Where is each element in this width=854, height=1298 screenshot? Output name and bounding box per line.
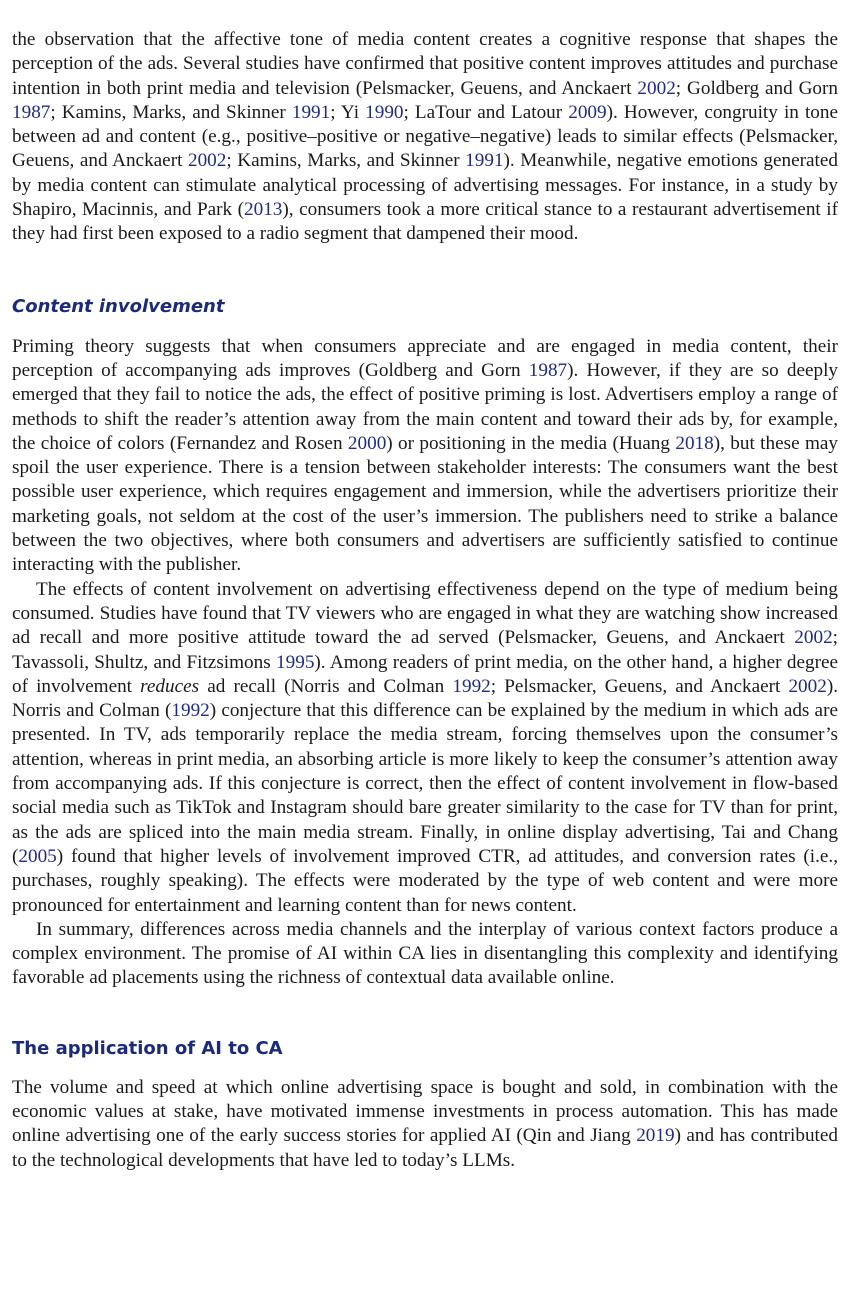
body-text: ). However, congruity in tone between ad and content (e.g., positive–positive or negative–negative) leads to similar effects (Pelsmacker, Geuens, and Anckaert xyxy=(12,101,838,172)
body-text: ; Yi xyxy=(330,101,366,123)
paper-page xyxy=(12,28,838,1173)
body-text: ; Tavassoli, Shultz, and Fitzsimons xyxy=(12,627,838,673)
citation-link[interactable]: 2018 xyxy=(675,432,714,454)
section-heading-application-of-ai: The application of AI to CA xyxy=(12,1037,283,1059)
citation-link[interactable]: 2000 xyxy=(347,432,387,454)
paragraph xyxy=(12,335,838,578)
paragraph xyxy=(12,28,838,247)
emphasis-text: reduces xyxy=(140,675,200,697)
citation-link[interactable]: 1992 xyxy=(452,675,491,697)
citation-link[interactable]: 1987 xyxy=(12,101,51,123)
citation-link[interactable]: 2002 xyxy=(794,627,833,649)
body-text: ) found that higher levels of involvement improved CTR, ad attitudes, and conversion rates (i.e., purchases, roughly speaking). The effects were moderated by the type of web content and were more pronounced for entertainment and learning content than for news content. xyxy=(12,845,838,916)
section-intro-continued xyxy=(12,28,838,247)
body-text: The effects of content involvement on advertising effectiveness depend on the type of medium being consumed. Studies have found that TV viewers who are engaged in what they are watching show increased ad recall and more positive attitude toward the ad served (Pelsmacker, Geuens, and Anckaert xyxy=(12,578,838,649)
body-text: ad recall (Norris and Colman xyxy=(199,675,453,697)
body-text: ), consumers took a more critical stance to a restaurant advertisement if they had first been exposed to a radio segment that dampened their mood. xyxy=(12,199,838,245)
body-text: ; Kamins, Marks, and Skinner xyxy=(226,150,466,172)
body-text: ; Goldberg and Gorn xyxy=(675,77,838,99)
citation-link[interactable]: 1991 xyxy=(465,150,504,172)
citation-link[interactable]: 2009 xyxy=(568,101,607,123)
body-text: ; Pelsmacker, Geuens, and Anckaert xyxy=(490,675,789,697)
body-text: ; LaTour and Latour xyxy=(403,101,569,123)
body-text: ), but these may spoil the user experience. There is a tension between stakeholder interests: The consumers want the best possible user experience, which requires engagement and immersion, while the advertisers prioritize their marketing goals, not seldom at the cost of the user’s immersion. The publishers need to strike a balance between the two objectives, where both consumers and advertisers are sufficiently satisfied to continue interacting with the publisher. xyxy=(12,432,838,576)
body-text: The volume and speed at which online advertising space is bought and sold, in combination with the economic values at stake, have motivated immense investments in process automation. This has made online advertising one of the early success stories for applied AI (Qin and Jiang xyxy=(12,1076,838,1147)
citation-link[interactable]: 1990 xyxy=(365,101,404,123)
body-text: ). Meanwhile, negative emotions generated by media content can stimulate analytical processing of advertising messages. For instance, in a study by Shapiro, Macinnis, and Park ( xyxy=(12,150,838,221)
citation-link[interactable]: 1987 xyxy=(528,359,568,381)
citation-link[interactable]: 1991 xyxy=(291,101,331,123)
body-text: ) conjecture that this difference can be explained by the medium in which ads are presented. In TV, ads temporarily replace the media stream, forcing themselves upon the consumer’s attention, whereas in print media, an absorbing article is more likely to keep the consumer’s attention away from accompanying ads. If this conjecture is correct, then the effect of content involvement in flow-based social media such as TikTok and Instagram should bare greater similarity to the case for TV than for print, as the ads are spliced into the main media stream. Finally, in online display advertising, Tai and Chang ( xyxy=(12,700,838,867)
paragraph xyxy=(12,1076,838,1173)
body-text: ). However, if they are so deeply emerged that they fail to notice the ads, the effect of positive priming is lost. Advertisers employ a range of methods to shift the reader’s attention away from the main content and toward their ads by, for example, the choice of colors (Fernandez and Rosen xyxy=(12,359,838,454)
body-text: ; Kamins, Marks, and Skinner xyxy=(50,101,292,123)
body-text: the observation that the affective tone of media content creates a cognitive response that shapes the perception of the ads. Several studies have confirmed that positive content improves attitudes and purchase intention in both print media and television (Pelsmacker, Geuens, and Anckaert xyxy=(12,29,838,99)
citation-link[interactable]: 2002 xyxy=(637,77,676,99)
body-text: In summary, differences across media channels and the interplay of various context factors produce a complex environment. The promise of AI within CA lies in disentangling this complexity and identifying favorable ad placements using the richness of contextual data available online. xyxy=(12,918,838,989)
citation-link[interactable]: 2002 xyxy=(788,675,827,697)
citation-link[interactable]: 1992 xyxy=(171,700,210,722)
body-text: Priming theory suggests that when consumers appreciate and are engaged in media content, their perception of accompanying ads improves (Goldberg and Gorn xyxy=(12,335,838,381)
citation-link[interactable]: 2019 xyxy=(636,1125,675,1147)
paragraph xyxy=(12,578,838,918)
section-heading-content-involvement: Content involvement xyxy=(12,295,225,317)
body-text: ). Among readers of print media, on the other hand, a higher degree of involvement xyxy=(12,651,838,697)
section-application-of-ai xyxy=(12,1076,838,1173)
body-text: ) or positioning in the media (Huang xyxy=(386,432,676,454)
citation-link[interactable]: 1995 xyxy=(276,651,315,673)
citation-link[interactable]: 2002 xyxy=(187,150,227,172)
body-text: ) and has contributed to the technological developments that have led to today’s LLMs. xyxy=(12,1125,838,1171)
citation-link[interactable]: 2013 xyxy=(244,199,283,221)
body-text: ). Norris and Colman ( xyxy=(12,675,838,722)
citation-link[interactable]: 2005 xyxy=(18,845,57,867)
section-content-involvement xyxy=(12,335,838,991)
paragraph xyxy=(12,918,838,991)
